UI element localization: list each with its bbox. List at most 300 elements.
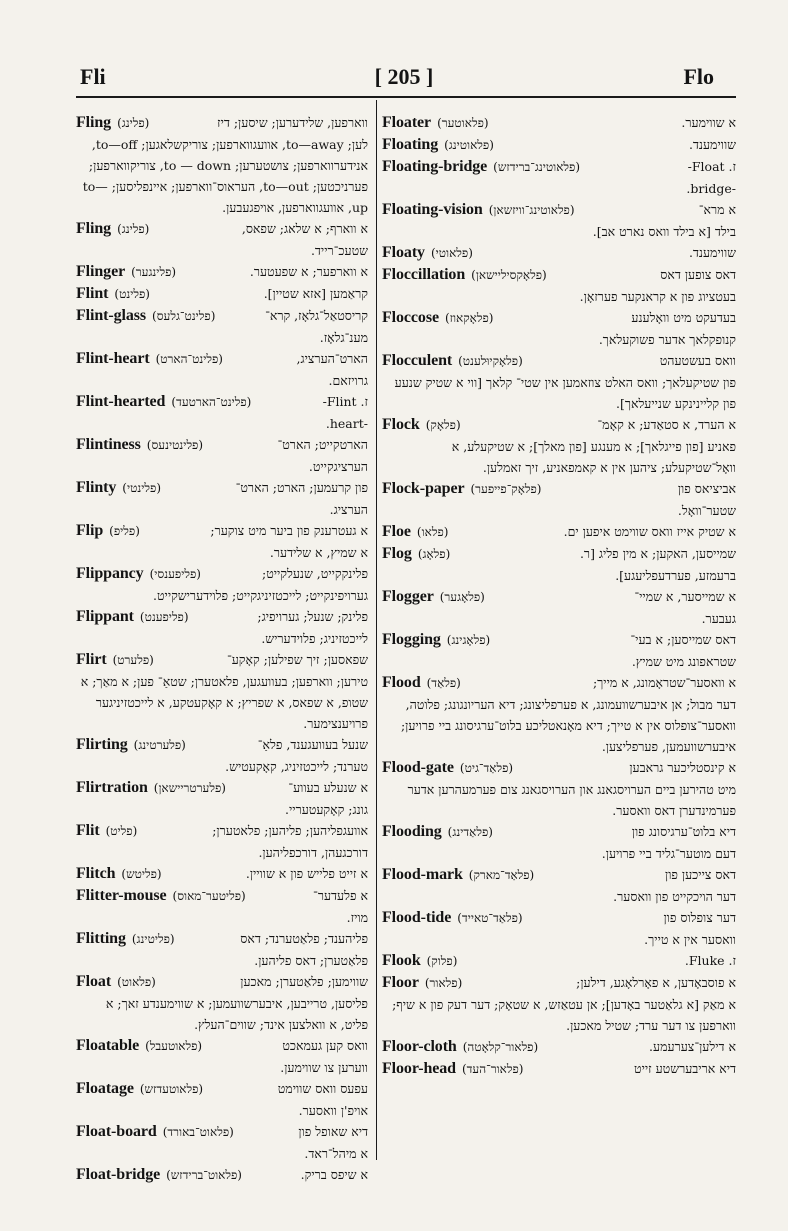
definition-start: א שמייסער, א שמיי־ [634,589,736,604]
pronunciation: (פלאָקסיליישאן) [471,268,547,282]
entry-head [382,629,490,651]
headword: Flippancy [76,565,144,582]
definition-start: א דילען־צערעמע. [649,1039,736,1054]
headword: Floor-head [382,1060,456,1077]
entry-first-line [76,434,368,456]
dictionary-entry [382,242,736,264]
headword: Flintiness [76,436,141,453]
entry-first-line [382,156,736,178]
definition-continued: טירען; ווארפען; בעוועגען, פלאטערן; שטאַ־ פען; א מאַך; א שטופ, א שפאס, א שפריץ; א קאָקעטקע, א לייכטזיניגער פרויענצימער. [80,674,368,731]
entry-head [382,821,493,843]
header-rule [76,96,736,98]
entry-head [76,305,215,327]
headword: Flinty [76,479,117,496]
definition-continued: גרויזאם. [328,373,368,388]
dictionary-entry [382,112,736,134]
entry-head [382,350,523,372]
entry-head [76,863,162,885]
pronunciation: (פלאור־קלאָטה) [462,1040,539,1054]
definition-start: פון קרעמען; הארט; הארט־ [235,480,368,495]
definition-start: א מרא־ [698,202,736,217]
headword: Floccillation [382,266,466,283]
pronunciation: (פלינטי) [122,481,162,495]
entry-first-line [382,821,736,843]
pronunciation: (פלאוט־ברידזש) [166,1168,242,1182]
definition-start: ז. Flint- [322,394,368,409]
headword: Flirting [76,736,128,753]
entry-first-line [76,218,368,240]
dictionary-entry [382,821,736,864]
definition-continued: גונג; קאָקעטעריי. [285,802,368,817]
headword: Flogger [382,588,434,605]
definition-continued: וואסער אין א טייך. [644,932,736,947]
entry-first-line [76,1035,368,1057]
entry-head [76,391,251,413]
entry-first-line [76,863,368,885]
entry-head [76,928,175,950]
entry-head [76,1164,242,1186]
definition-start: הארט־הערציג, [296,351,368,366]
pronunciation: (פלאוט־באורד) [162,1125,234,1139]
dictionary-entry [76,348,368,391]
entry-head [76,734,186,756]
entry-first-line [382,1036,736,1058]
entry-first-line [76,649,368,671]
pronunciation: (פלינגער) [131,265,177,279]
pronunciation: (פלאוטינג) [444,138,494,152]
headword: Floating [382,136,439,153]
pronunciation: (פליטינג) [131,932,175,946]
definition-start: א הערד, א סטאַדע; א קאָמ־ [597,417,736,432]
definition-start: אביציאס פון [677,481,736,496]
entry-first-line [382,907,736,929]
entry-first-line [382,757,736,779]
dictionary-entry [76,1078,368,1121]
definition-start: דיא שאופל פון [298,1124,368,1139]
dictionary-entry [76,261,368,283]
headword: Flirt [76,651,107,668]
entry-first-line [76,1078,368,1100]
definition-continued: קנופקלאך אדער פשוקעלאך. [598,332,736,347]
headword: Float-board [76,1123,157,1140]
right-column [382,112,736,1172]
dictionary-entry [76,218,368,261]
headword: Flint-glass [76,307,147,324]
definition-continued: א שמיץ, א שלידער. [269,545,368,560]
dictionary-entry [382,629,736,672]
dictionary-entry [76,477,368,520]
pronunciation: (פליטער־מאוס) [172,889,246,903]
dictionary-entry [76,649,368,734]
dictionary-entry [382,478,736,521]
entry-first-line [382,521,736,543]
pronunciation: (פלינג) [117,222,150,236]
entry-first-line [382,264,736,286]
definition-start: שווימענד. [688,245,736,260]
pronunciation: (פלינט־הארט) [155,352,223,366]
definition-continued: בעטציוג פון א קראנקער פערזאָן. [579,289,736,304]
entry-first-line [76,563,368,585]
definition-start: ווארפען, שלידערען; שיסען; דיז [217,115,368,130]
dictionary-entry [382,1058,736,1080]
definition-start: א קינסטליכער גראבען [629,760,736,775]
definition-continued: שטעכ־רייד. [310,243,368,258]
headword: Flook [382,952,421,969]
definition-continued: שטראפונג מיט שמיץ. [631,654,736,669]
pronunciation: (פליפ) [109,524,140,538]
headword: Flood-tide [382,909,452,926]
entry-first-line [382,972,736,994]
dictionary-entry [76,283,368,305]
pronunciation: (פלאור־העד) [461,1062,524,1076]
pronunciation: (פלאַד־מארק) [468,868,535,882]
headword: Floating-vision [382,201,483,218]
entry-first-line [76,734,368,756]
entry-first-line [382,414,736,436]
definition-continued: פון שטיקעלאך; וואס האלט צוזאמען אין שטי־ קלאך [ווי א שטיק שנעע פון קליינינקע שנייעלאך]. [394,375,736,411]
entry-first-line [76,305,368,327]
pronunciation: (פלאַד) [426,676,461,690]
entry-head [76,649,154,671]
headword: Flock-paper [382,480,465,497]
entry-head [382,112,489,134]
definition-start: דאס שמייסען; א בעי־ [630,632,736,647]
definition-continued: דעם מוטער־גליד ביי פרויען. [601,846,736,861]
entry-first-line [76,261,368,283]
pronunciation: (פלערט) [112,653,154,667]
dictionary-entry [76,928,368,971]
pronunciation: (פלאוט) [117,975,156,989]
headword: Flood-mark [382,866,463,883]
dictionary-entry [382,972,736,1036]
headword: Flitch [76,865,116,882]
definition-continued: הערציגקייט. [308,459,368,474]
entry-first-line [76,477,368,499]
headword: Flit [76,822,100,839]
entry-head [76,283,150,305]
definition-start: שפאסען; זיך שפילען; קאָקע־ [226,652,368,667]
definition-start: הארטקייט; הארט־ [277,437,368,452]
entry-head [76,563,201,585]
definition-start: דיא בלוט־ערגיסונג פון [631,824,736,839]
entry-head [382,672,461,694]
definition-start: ז. Fluke. [684,953,736,968]
entry-first-line [76,520,368,542]
entry-first-line [382,543,736,565]
headword: Floor [382,974,419,991]
definition-start: א זייט פלייש פון א שוויין. [245,866,368,881]
entry-head [382,972,462,994]
pronunciation: (פלאָגער) [439,590,485,604]
entry-first-line [382,950,736,972]
headword: Flippant [76,608,134,625]
definition-continued: הערציג. [329,502,368,517]
pronunciation: (פלאָג) [417,547,451,561]
definition-start: שנעל בעוועגענד, פלאַ־ [257,737,368,752]
definition-continued: מיט טהירען ביים הערויסגאנג און הערויסגאנג צום פערמעהרען אדער פערמינדערן דאס וואסער. [407,782,736,818]
headword: Flinger [76,263,126,280]
pronunciation: (פלאור) [424,976,463,990]
entry-head [76,1121,234,1143]
definition-start: שווימען; פלאַטערן; מאכען [240,974,368,989]
entry-head [76,218,149,240]
pronunciation: (פלאוטינג־ברידזש) [493,160,580,174]
dictionary-entry [382,672,736,757]
dictionary-entry [382,521,736,543]
pronunciation: (פלאוטעבל) [145,1039,203,1053]
headword: Floccose [382,309,439,326]
pronunciation: (פלינט־גלעס) [152,309,216,323]
entry-first-line [382,864,736,886]
headword: Flint-heart [76,350,150,367]
entry-first-line [76,928,368,950]
entry-first-line [382,672,736,694]
headword: Floe [382,523,411,540]
entry-head [382,521,448,543]
entry-head [76,606,189,628]
definition-continued: -heart. [325,416,368,431]
dictionary-entry [382,543,736,586]
entry-head [382,1058,523,1080]
entry-first-line [382,199,736,221]
pronunciation: (פליפענט) [139,610,189,624]
definition-continued: א מיהל־ראד. [304,1146,368,1161]
definition-continued: לייכטזיניג; פלוידעריש. [261,631,368,646]
pronunciation: (פלינט) [114,287,150,301]
entry-first-line [76,1121,368,1143]
entry-head [382,264,547,286]
entry-head [76,112,149,134]
definition-start: בעדעקט מיט וואָלענע [631,310,736,325]
entry-first-line [76,112,368,134]
entry-head [76,520,140,542]
pronunciation: (פלאָגינג) [446,633,491,647]
definition-continued: מענ־גלאָז. [319,330,368,345]
entry-head [382,134,494,156]
definition-continued: בילד [א בילד וואס נארט אב]. [592,224,736,239]
entry-head [382,543,450,565]
entry-first-line [76,391,368,413]
definition-start: דער צופלוס פון [663,910,736,925]
pronunciation: (פלאַד־גיט) [459,761,514,775]
pronunciation: (פלאוטינג־וויזשאן) [488,203,575,217]
definition-continued: טערנד; לייכטזיניג, קאָקעטיש. [225,759,368,774]
definition-start: אוועגפליהען; פליהען; פלאטערן; [212,823,368,838]
page-number: [ 205 ] [374,64,434,89]
definition-start: א שנעלע בעווע־ [288,780,368,795]
headword: Fling [76,220,112,237]
dictionary-entry [382,1036,736,1058]
definition-continued: פליסען, טרייבען, איבערשוועמען; א שווימענדע זאך; א פליט, א וואלצען אינד; שווים־העלץ. [105,996,368,1032]
headword: Float [76,973,112,990]
definition-start: קריסטאַל־גלאָז, קרא־ [265,308,368,323]
left-column [76,112,368,1183]
definition-continued: געבער. [701,611,736,626]
pronunciation: (פלאו) [416,525,449,539]
dictionary-entry [76,563,368,606]
pronunciation: (פלאָק־פייפער) [470,482,542,496]
definition-start: שווימענד. [688,137,736,152]
entry-head [382,1036,538,1058]
headword: Flint [76,285,109,302]
dictionary-entry [76,1035,368,1078]
entry-head [382,757,513,779]
pronunciation: (פליט) [105,824,138,838]
dictionary-entry [76,734,368,777]
definition-start: דיא אריבערשטע זייט [634,1061,736,1076]
headword: Flirtration [76,779,148,796]
definition-start: א שיפס בריק. [300,1167,368,1182]
pronunciation: (פלערטריישאן) [153,781,226,795]
dictionary-entry [382,307,736,350]
definition-start: וואס בעשטעהט [659,353,736,368]
dictionary-entry [382,586,736,629]
definition-continued: ווערען צו שווימען. [280,1060,368,1075]
dictionary-entry [76,863,368,885]
entry-head [382,156,580,178]
headword: Flock [382,416,420,433]
running-head-right: Flo [683,64,714,89]
definition-continued: דער הויכקייט פון וואסער. [613,889,736,904]
pronunciation: (פלאוטעדזש) [139,1082,204,1096]
dictionary-entry [76,777,368,820]
entry-first-line [76,283,368,305]
definition-start: א פלעדער־ [313,888,368,903]
definition-start: א שטיק אייז וואס שווימט איפען ים. [563,524,736,539]
entry-first-line [76,606,368,628]
entry-head [382,242,473,264]
entry-first-line [76,1164,368,1186]
dictionary-entry [76,434,368,477]
headword: Floor-cloth [382,1038,457,1055]
headword: Flood-gate [382,759,454,776]
definition-start: דאס צייכען פון [665,867,736,882]
headword: Flooding [382,823,442,840]
definition-start: א ווארפער; א שפעטער. [249,264,368,279]
headword: Flog [382,545,412,562]
entry-head [382,950,457,972]
headword: Fling [76,114,112,131]
dictionary-entry [382,156,736,199]
entry-head [76,477,161,499]
entry-first-line [76,348,368,370]
definition-continued: פאניע [פון פייגלאך]; א מענגע [פון מאלך]; א שטיקעלע, א וואָל־שטיקעלע; ציהען אין א קאמפאניע, זיך זאמלען. [451,439,736,475]
entry-head [76,261,176,283]
entry-head [76,348,223,370]
entry-first-line [382,350,736,372]
dictionary-entry [76,305,368,348]
definition-start: פליהענד; פלאַטערנד; דאס [240,931,368,946]
headword: Flip [76,522,104,539]
dictionary-entry [76,391,368,434]
headword: Floater [382,114,432,131]
entry-head [76,1035,202,1057]
dictionary-entry [382,950,736,972]
definition-start: דאס צופען דאס [660,267,736,282]
definition-continued: דער מבול; אן איבערשוועמונג, א פערפליצונג; דיא העריונגונג; פלוטה, וואסער־צופלוס אין א טייך; דיא מאָנאטליכע בלוט־ערגיסונג ביי פרויען; איבערשוועמען, פערפליצען. [400,697,736,754]
definition-start: א ווארף; א שלאג; שפאס, [241,221,368,236]
entry-first-line [382,586,736,608]
pronunciation: (פלינט־הארטעד) [171,395,252,409]
dictionary-entry [76,885,368,928]
definition-start: א פוסבאָדען, א פאָרלאָגע, דילען; [576,975,736,990]
entry-first-line [382,629,736,651]
headword: Flogging [382,631,441,648]
entry-head [382,907,523,929]
entry-head [76,1078,203,1100]
definition-start: א וואסער־שטראָמונג, א מייך; [592,675,736,690]
entry-first-line [382,242,736,264]
headword: Flocculent [382,352,453,369]
pronunciation: (פלאוטער) [437,116,489,130]
definition-continued: לען; to—away, אוועגווארפען; צוריקשלאגען; to—off, אנידערווארפען; צושטערען; to — down, צוריקווארפען; פערניכטען; to—out, העראוס־ווארפען; איינפליסען; to—up, אוועגווארפען, אויפגעבען. [82,137,368,215]
entry-first-line [382,478,736,500]
definition-continued: אויפ'ן וואסער. [298,1103,368,1118]
definition-continued: -bridge. [686,181,736,196]
definition-continued: גערויפינקייט; לייכטזיניגקייט; פלוידערישקייט. [153,588,368,603]
entry-first-line [76,885,368,907]
pronunciation: (פלאַדינג) [447,825,493,839]
pronunciation: (פלאָק) [425,418,461,432]
dictionary-entry [76,112,368,218]
headword: Floatable [76,1037,140,1054]
entry-head [76,434,203,456]
definition-start: פלינקקייט, שנעלקייט; [261,566,368,581]
pronunciation: (פלאָקיוּלענט) [458,354,523,368]
pronunciation: (פליטש) [121,867,162,881]
column-divider [376,100,377,1160]
dictionary-entry [382,134,736,156]
dictionary-entry [76,606,368,649]
dictionary-entry [382,199,736,242]
headword: Flood [382,674,421,691]
entry-first-line [76,777,368,799]
entry-first-line [382,307,736,329]
headword: Floatage [76,1080,134,1097]
entry-first-line [382,112,736,134]
pronunciation: (פלאָקאוז) [444,311,494,325]
headword: Float-bridge [76,1166,161,1183]
entry-first-line [382,1058,736,1080]
pronunciation: (פלוק) [426,954,458,968]
entry-head [382,307,493,329]
entry-first-line [76,971,368,993]
dictionary-entry [76,1164,368,1186]
pronunciation: (פליפענסי) [149,567,201,581]
running-head-left: Fli [80,64,106,89]
dictionary-entry [76,971,368,1035]
dictionary-entry [382,757,736,821]
definition-continued: דורכגעהן, דורכפליהען. [258,845,368,860]
dictionary-entry [76,820,368,863]
dictionary-entry [382,350,736,414]
definition-start: שמייסען, האקען; א מין פליג [ר. [579,546,736,561]
definition-start: פלינק; שנעל; גערויפיג; [257,609,368,624]
headword: Flitting [76,930,126,947]
running-head [76,64,732,94]
pronunciation: (פלינג) [117,116,150,130]
dictionary-entry [76,1121,368,1164]
entry-head [382,199,575,221]
entry-first-line [382,134,736,156]
headword: Flint-hearted [76,393,166,410]
pronunciation: (פלאוטי) [430,246,473,260]
definition-start: עפעס וואס שווימט [277,1081,368,1096]
definition-continued: א מאַק [א גלאַטער באָדען]; אן עטאַזש, א שטאָק; דער דעק פון א שיף; ווארפען צו דער ערד; שטיל מאכען. [392,997,736,1033]
definition-start: א געטרענק פון ביער מיט צוקער; [210,523,368,538]
entry-head [76,885,246,907]
entry-head [382,414,461,436]
